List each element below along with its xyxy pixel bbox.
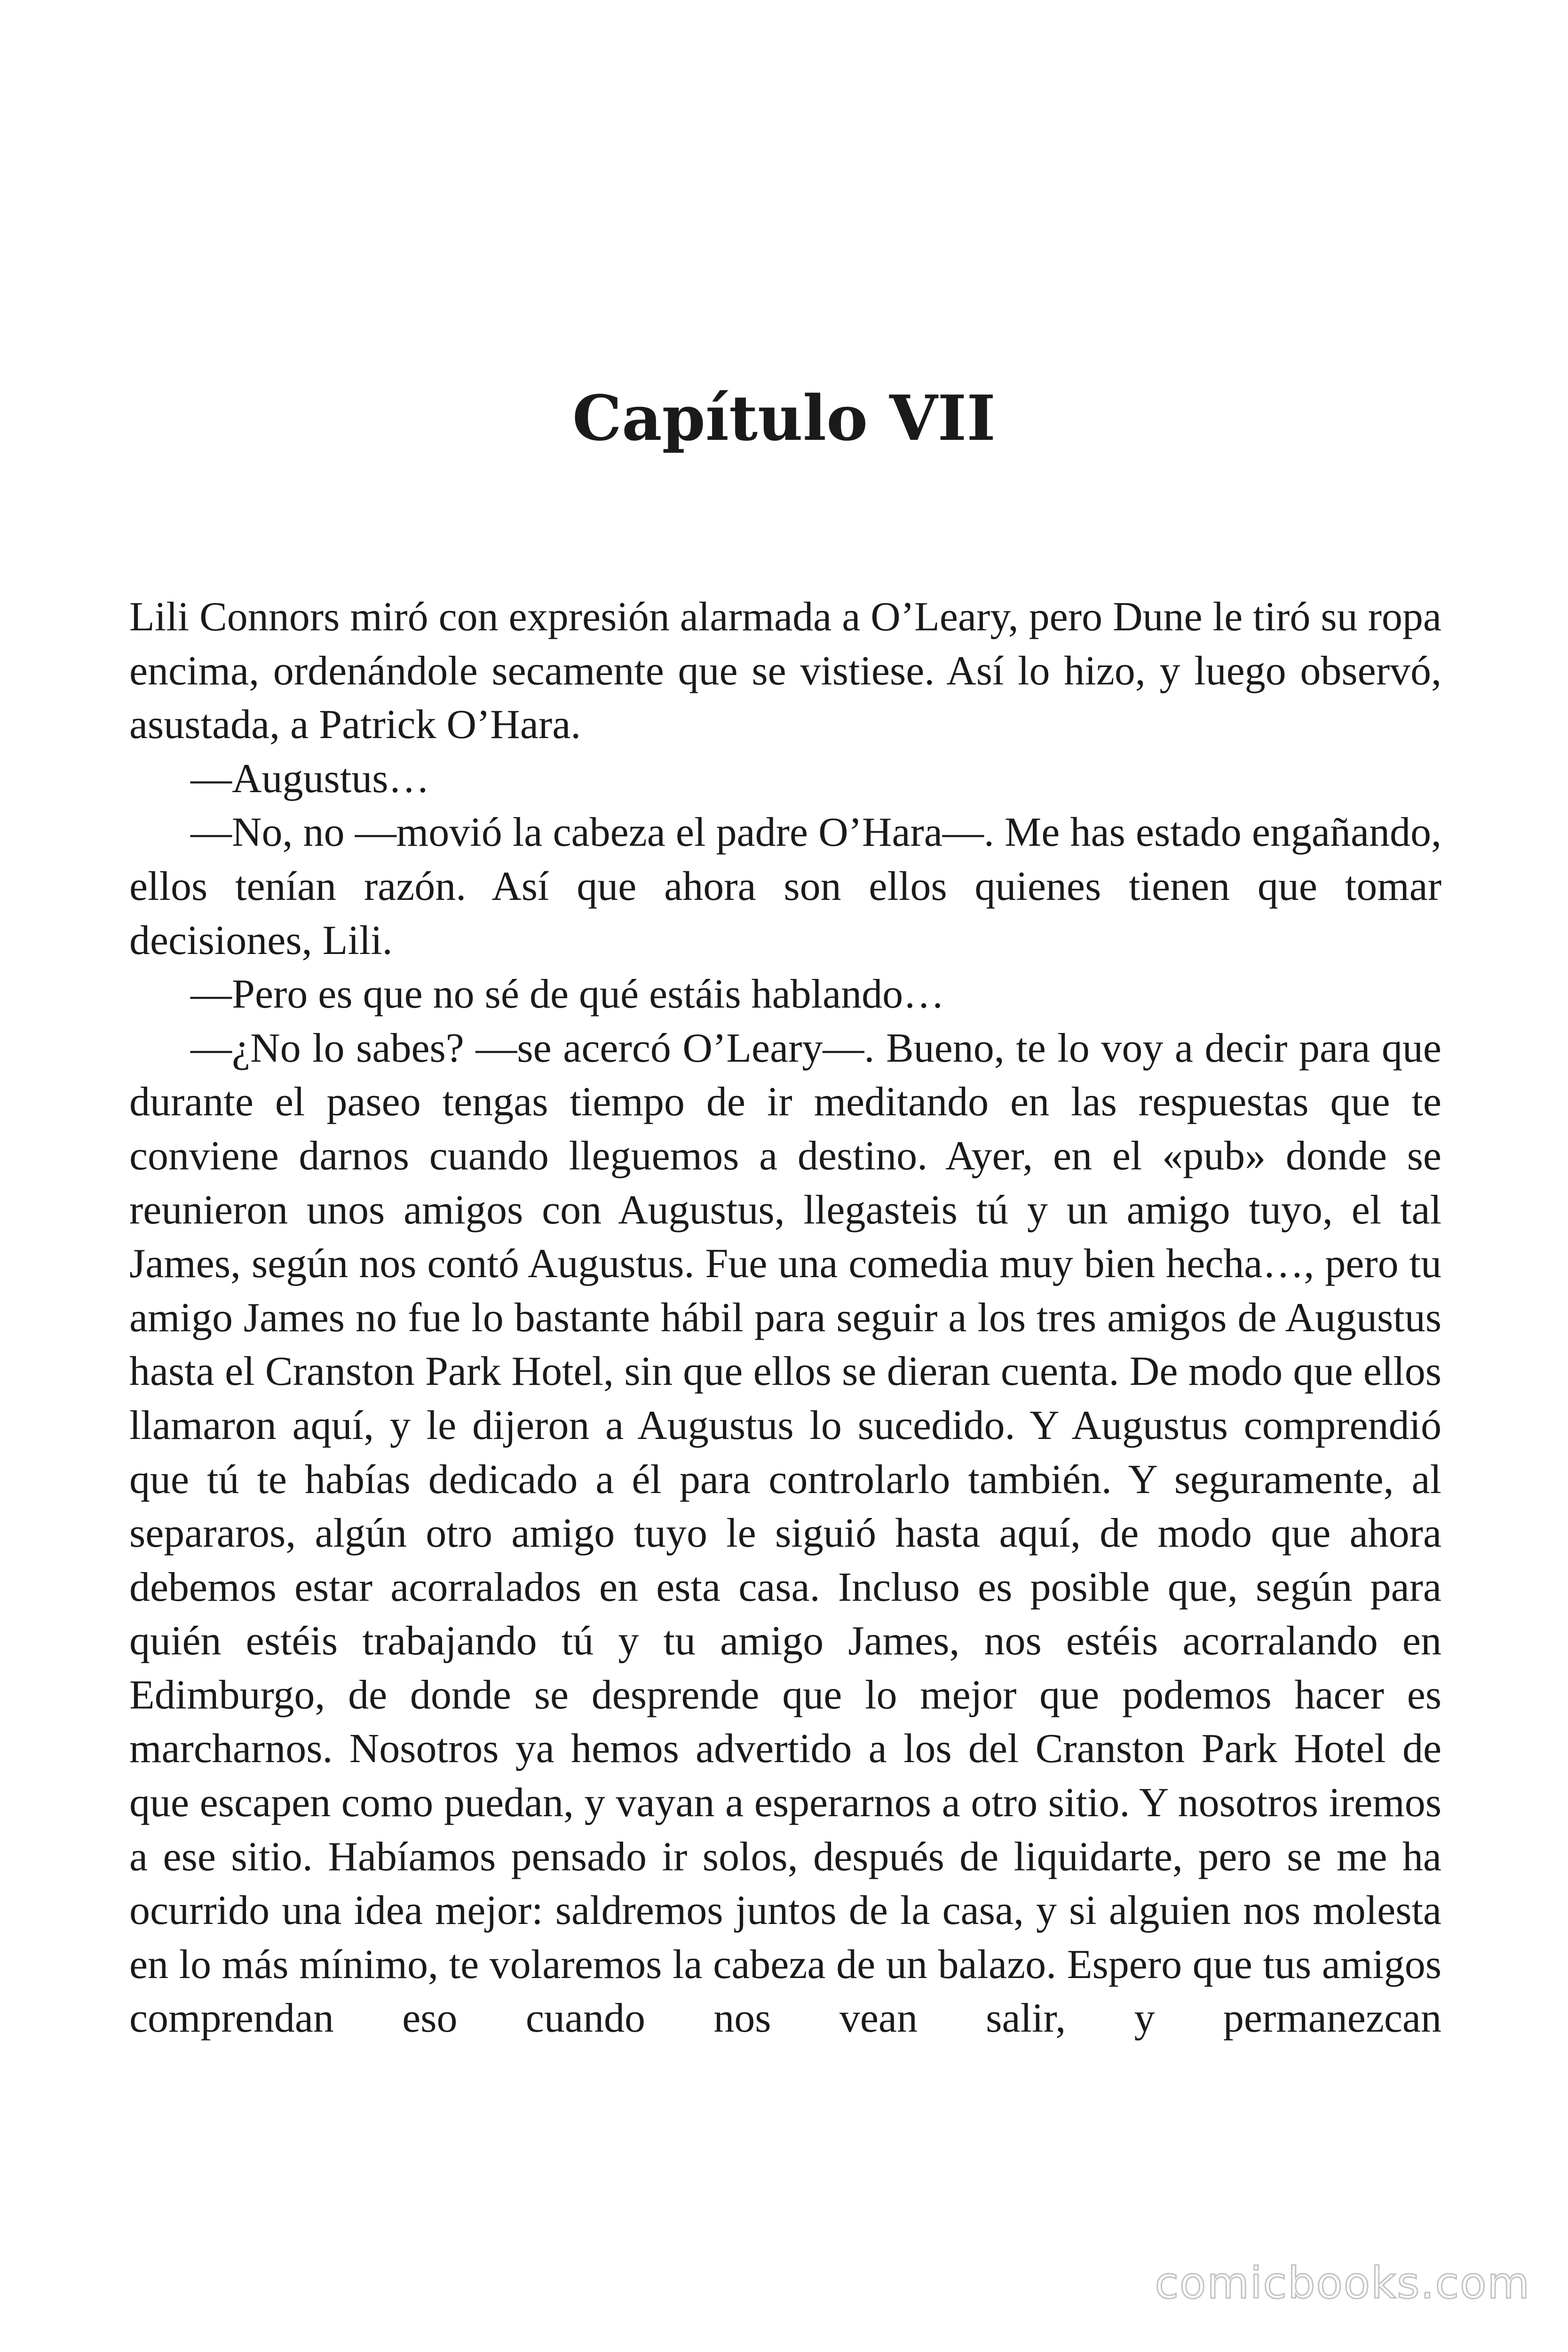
paragraph: —Pero es que no sé de qué estáis hablando… <box>190 971 945 1017</box>
paragraph: —¿No lo sabes? —se acercó O’Leary—. Bueno, te lo voy a decir para que durante el paseo tengas tiempo de ir meditando en las respuestas que te conviene darnos cuando lleguemos a destino. Ayer, en el «pub» donde se reunieron unos amigos con Augustus, llegasteis tú y un amigo tuyo, el tal James, según nos contó Augustus. Fue una comedia muy bien hecha…, pero tu amigo James no fue lo bastante hábil para seguir a los tres amigos de Augustus hasta el Cranston Park Hotel, sin que ellos se dieran cuenta. De modo que ellos llamaron aquí, y le dijeron a Augustus lo sucedido. Y Augustus comprendió que tú te habías dedicado a él para controlarlo también. Y seguramente, al separaros, algún otro amigo tuyo le siguió hasta aquí, de modo que ahora debemos estar acorralados en esta casa. Incluso es posible que, según para quién estéis trabajando tú y tu amigo James, nos estéis acorralando en Edimburgo, de donde se desprende que lo mejor que podemos hacer es marcharnos. Nosotros ya hemos advertido a los del Cranston Park Hotel de que escapen como puedan, y vayan a esperarnos a otro sitio. Y nosotros iremos a ese sitio. Habíamos pensado ir solos, después de liquidarte, pero se me ha ocurrido una idea mejor: saldremos juntos de la casa, y si alguien nos molesta en lo más mínimo, te volaremos la cabeza de un balazo. Espero que tus amigos comprendan eso cuando nos vean salir, y permanezcan <box>129 1025 1441 2042</box>
paragraph: Lili Connors miró con expresión alarmada a O’Leary, pero Dune le tiró su ropa encima, ordenándole secamente que se vistiese. Así lo hizo, y luego observó, asustada, a Patrick O’Hara. <box>129 594 1441 748</box>
paragraph: —Augustus… <box>190 755 430 802</box>
chapter-body <box>129 590 1441 2046</box>
paragraph: —No, no —movió la cabeza el padre O’Hara—. Me has estado engañando, ellos tenían razón. Así que ahora son ellos quienes tienen que tomar decisiones, Lili. <box>129 810 1441 963</box>
chapter-title: Capítulo VII <box>572 382 996 455</box>
watermark: comicbooks.com <box>1155 2258 1530 2308</box>
